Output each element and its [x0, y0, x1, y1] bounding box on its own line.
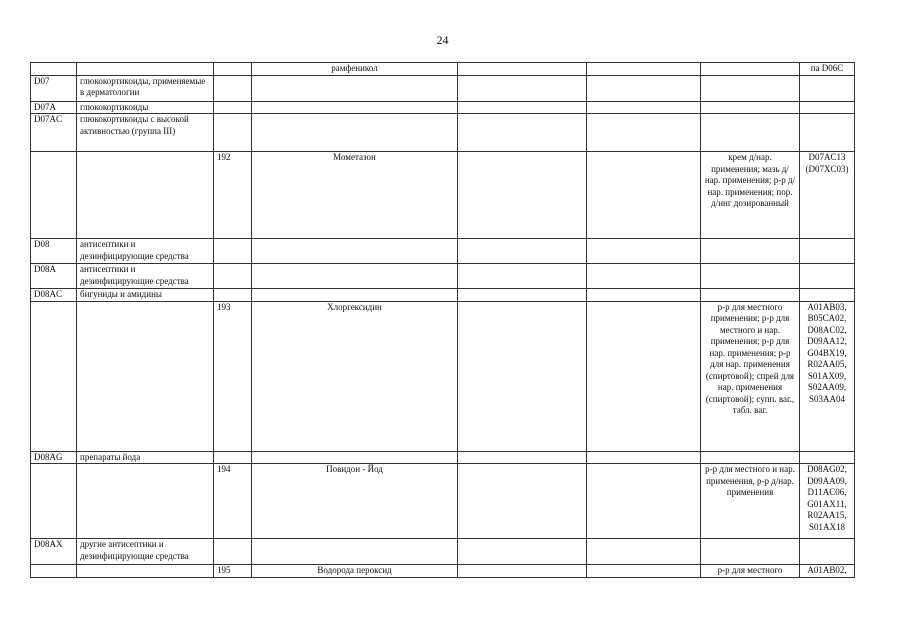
empty-cell	[587, 75, 701, 101]
empty-cell	[458, 565, 587, 578]
dosage-form-cell	[701, 75, 800, 101]
item-number-cell: 194	[214, 464, 252, 539]
empty-cell	[458, 539, 587, 565]
empty-cell	[458, 301, 587, 451]
atc-code-cell: D08	[31, 239, 77, 264]
empty-cell	[587, 101, 701, 114]
empty-cell	[458, 289, 587, 302]
dosage-form-cell: р-р для местного и нар. применения, р-р д/нар. применения	[701, 464, 800, 539]
empty-cell	[458, 63, 587, 76]
group-name-cell: глюкокортикоиды с высокой активностью (группа III)	[77, 114, 214, 152]
page-number: 24	[436, 33, 449, 47]
group-name-cell	[77, 464, 214, 539]
item-number-cell	[214, 75, 252, 101]
atc-code-cell: D08AX	[31, 539, 77, 565]
atc-code-cell	[31, 301, 77, 451]
group-name-cell	[77, 301, 214, 451]
empty-cell	[458, 464, 587, 539]
group-name-cell	[77, 565, 214, 578]
atc-ref-cell: D08AG02, D09AA09, D11AC06, G01AX11, R02AA15, S01AX18	[800, 464, 855, 539]
item-number-cell	[214, 289, 252, 302]
item-number-cell	[214, 451, 252, 464]
table-row	[31, 264, 855, 289]
dosage-form-cell	[701, 289, 800, 302]
empty-cell	[587, 464, 701, 539]
group-name-cell: антисептики и дезинфицирующие средства	[77, 239, 214, 264]
drug-name-cell: Хлоргексидин	[252, 301, 458, 451]
atc-ref-cell	[800, 289, 855, 302]
table-row	[31, 289, 855, 302]
drug-name-cell	[252, 451, 458, 464]
group-name-cell	[77, 152, 214, 239]
drug-name-cell	[252, 114, 458, 152]
item-number-cell: 193	[214, 301, 252, 451]
atc-code-cell	[31, 152, 77, 239]
table-row	[31, 464, 855, 539]
group-name-cell: препараты йода	[77, 451, 214, 464]
empty-cell	[458, 101, 587, 114]
drug-name-cell	[252, 264, 458, 289]
item-number-cell: 192	[214, 152, 252, 239]
dosage-form-cell: крем д/нар. применения; мазь д/нар. применения; р-р д/нар. применения; пор. д/инг дозированный	[701, 152, 800, 239]
drug-list-table	[30, 62, 855, 578]
item-number-cell	[214, 101, 252, 114]
table-row	[31, 301, 855, 451]
drug-name-cell	[252, 75, 458, 101]
item-number-cell	[214, 63, 252, 76]
atc-ref-cell: A01AB02,	[800, 565, 855, 578]
table-row	[31, 539, 855, 565]
drug-name-cell	[252, 539, 458, 565]
dosage-form-cell	[701, 539, 800, 565]
drug-name-cell: рамфеникол	[252, 63, 458, 76]
atc-ref-cell	[800, 239, 855, 264]
dosage-form-cell	[701, 451, 800, 464]
empty-cell	[587, 152, 701, 239]
item-number-cell	[214, 264, 252, 289]
empty-cell	[458, 152, 587, 239]
atc-ref-cell	[800, 114, 855, 152]
atc-code-cell	[31, 464, 77, 539]
empty-cell	[587, 289, 701, 302]
item-number-cell	[214, 114, 252, 152]
group-name-cell: антисептики и дезинфицирующие средства	[77, 264, 214, 289]
empty-cell	[587, 451, 701, 464]
table-row	[31, 75, 855, 101]
atc-ref-cell: A01AB03, B05CA02, D08AC02, D09AA12, G04BX19, R02AA05, S01AX09, S02AA09, S03AA04	[800, 301, 855, 451]
atc-ref-cell: па D06C	[800, 63, 855, 76]
dosage-form-cell: р-р для местного	[701, 565, 800, 578]
group-name-cell: глюкокортикоиды	[77, 101, 214, 114]
table-row	[31, 239, 855, 264]
item-number-cell: 195	[214, 565, 252, 578]
table-row	[31, 565, 855, 578]
atc-code-cell: D07AC	[31, 114, 77, 152]
atc-ref-cell	[800, 539, 855, 565]
atc-ref-cell: D07AC13 (D07XC03)	[800, 152, 855, 239]
atc-code-cell: D07	[31, 75, 77, 101]
drug-name-cell: Мометазон	[252, 152, 458, 239]
table-row	[31, 63, 855, 76]
atc-code-cell	[31, 565, 77, 578]
drug-name-cell	[252, 289, 458, 302]
empty-cell	[587, 301, 701, 451]
item-number-cell	[214, 239, 252, 264]
atc-code-cell: D08AC	[31, 289, 77, 302]
empty-cell	[587, 264, 701, 289]
dosage-form-cell	[701, 101, 800, 114]
empty-cell	[458, 264, 587, 289]
dosage-form-cell	[701, 114, 800, 152]
dosage-form-cell	[701, 264, 800, 289]
atc-ref-cell	[800, 264, 855, 289]
item-number-cell	[214, 539, 252, 565]
dosage-form-cell: р-р для местного применения; р-р для местного и нар. применения; р-р для нар. применения; р-р для нар. применения (спиртовой); спрей для нар. применения (спиртовой); супп. ваг., табл. ваг.	[701, 301, 800, 451]
empty-cell	[458, 451, 587, 464]
empty-cell	[458, 75, 587, 101]
drug-name-cell	[252, 239, 458, 264]
table-row	[31, 152, 855, 239]
table-row	[31, 451, 855, 464]
group-name-cell: другие антисептики и дезинфицирующие средства	[77, 539, 214, 565]
atc-code-cell: D08AG	[31, 451, 77, 464]
group-name-cell: глюкокортикоиды, применяемые в дерматологии	[77, 75, 214, 101]
dosage-form-cell	[701, 239, 800, 264]
table-row	[31, 114, 855, 152]
empty-cell	[458, 239, 587, 264]
atc-code-cell: D08A	[31, 264, 77, 289]
drug-name-cell: Повидон - Йод	[252, 464, 458, 539]
group-name-cell: бигуниды и амидины	[77, 289, 214, 302]
empty-cell	[587, 565, 701, 578]
empty-cell	[458, 114, 587, 152]
empty-cell	[587, 539, 701, 565]
atc-ref-cell	[800, 101, 855, 114]
drug-name-cell	[252, 101, 458, 114]
atc-ref-cell	[800, 451, 855, 464]
empty-cell	[587, 114, 701, 152]
table-row	[31, 101, 855, 114]
atc-ref-cell	[800, 75, 855, 101]
drug-name-cell: Водорода пероксид	[252, 565, 458, 578]
group-name-cell	[77, 63, 214, 76]
atc-code-cell	[31, 63, 77, 76]
dosage-form-cell	[701, 63, 800, 76]
empty-cell	[587, 239, 701, 264]
empty-cell	[587, 63, 701, 76]
atc-code-cell: D07A	[31, 101, 77, 114]
